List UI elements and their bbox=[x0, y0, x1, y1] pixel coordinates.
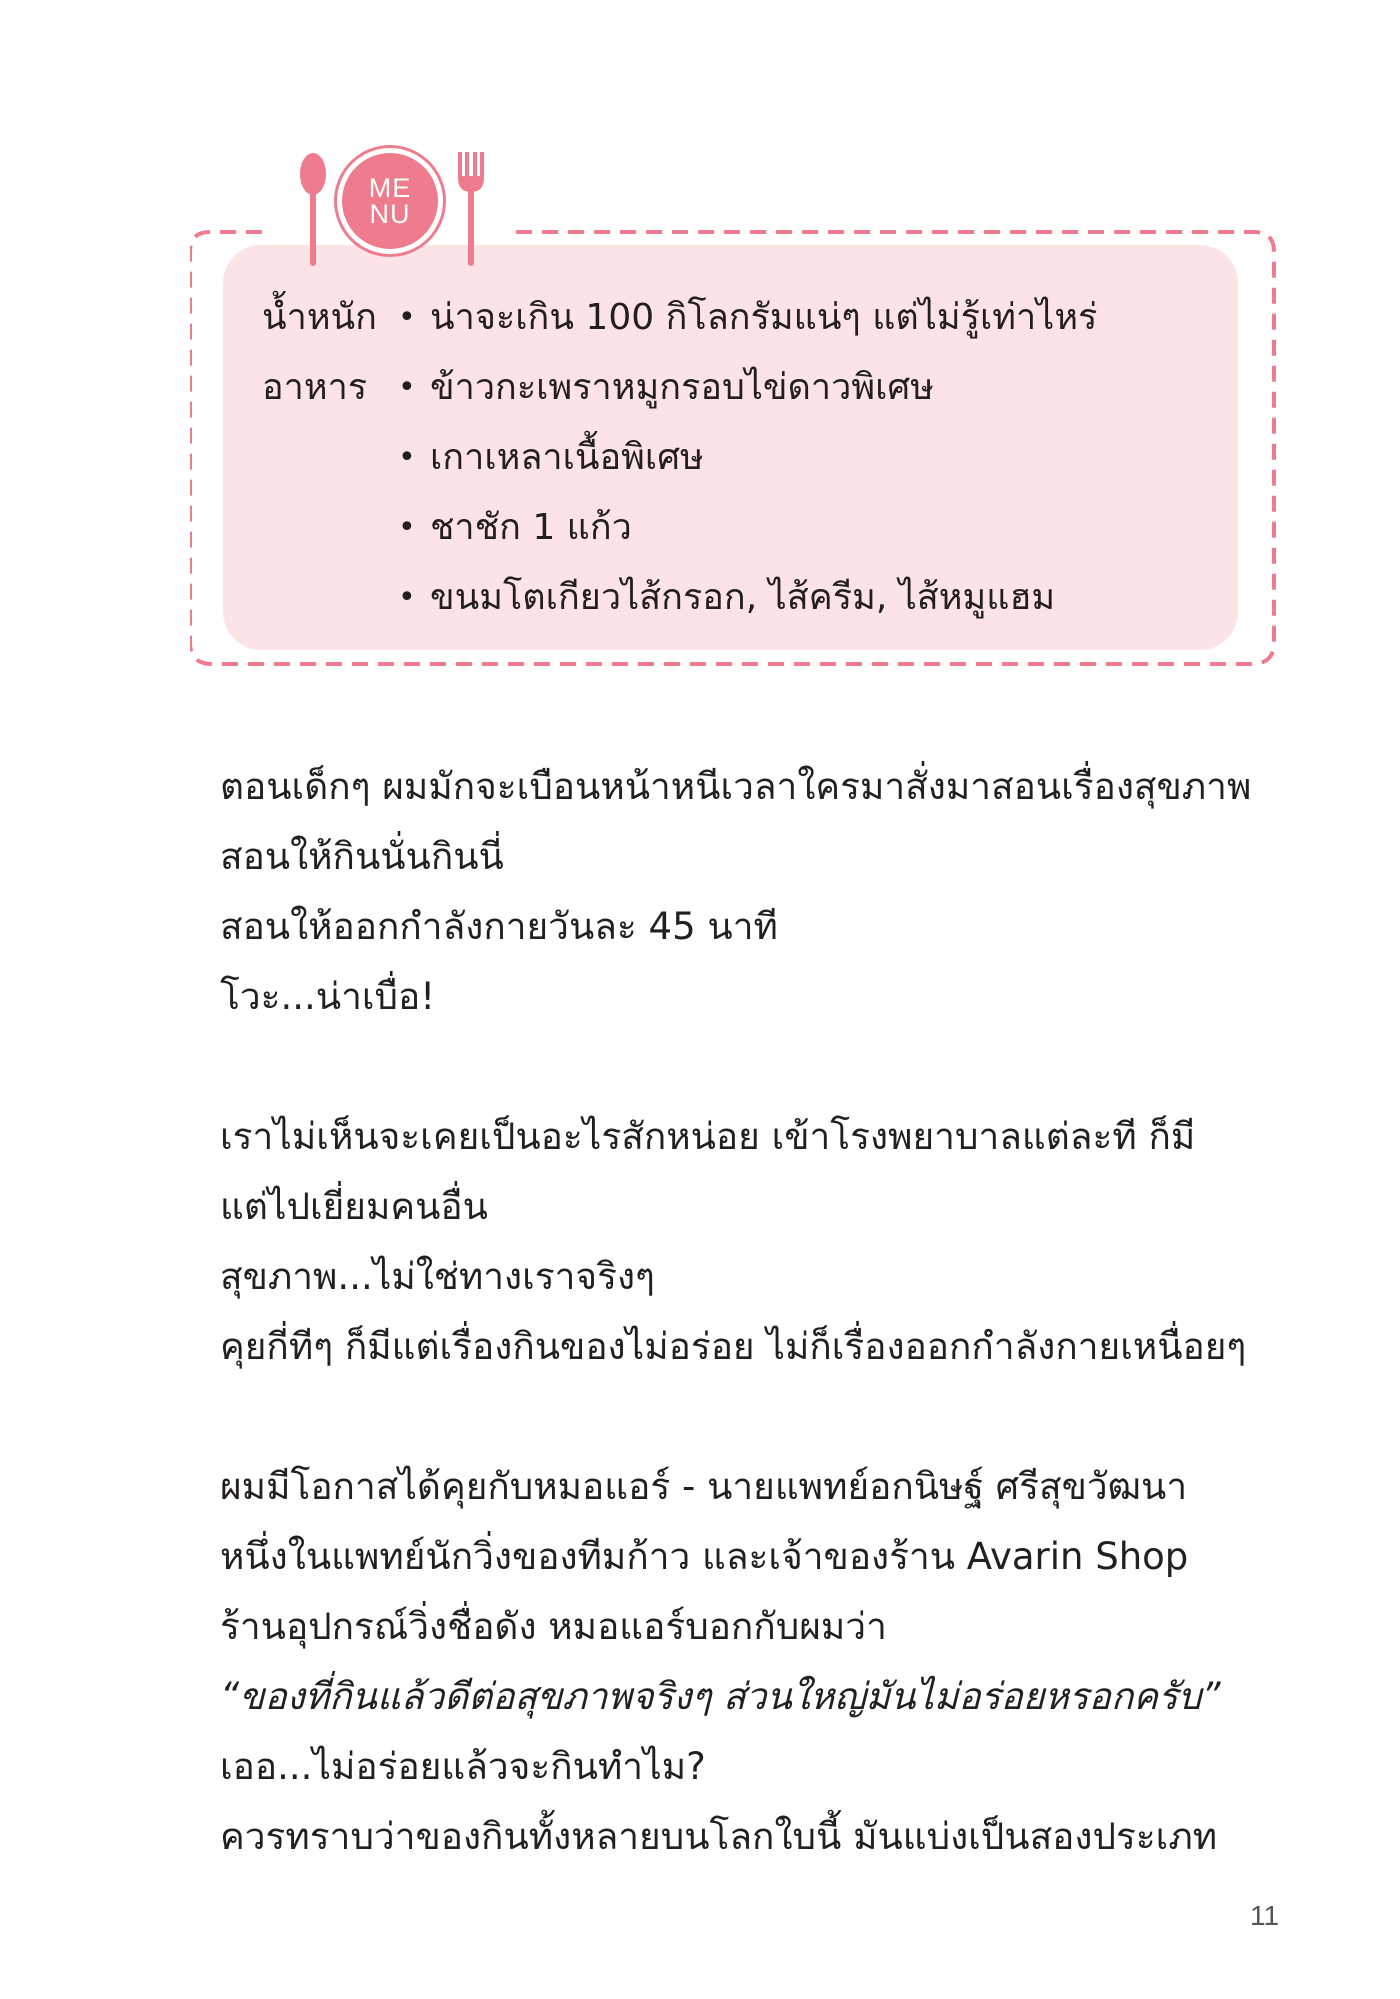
page-number: 11 bbox=[1250, 1900, 1280, 1931]
menu-badge-line2: NU bbox=[369, 199, 411, 229]
body-text bbox=[220, 752, 1252, 1942]
menu-badge bbox=[337, 148, 443, 254]
bullet-icon: • bbox=[398, 580, 416, 615]
paragraph bbox=[220, 1452, 1240, 1872]
menu-item-text: ข้าวกะเพราหมูกรอบไข่ดาวพิเศษ bbox=[430, 367, 934, 408]
text-line: แต่ไปเยี่ยมคนอื่น bbox=[220, 1185, 488, 1228]
menu-item-text: น่าจะเกิน 100 กิโลกรัมแน่ๆ แต่ไม่รู้เท่าไหร่ bbox=[430, 297, 1098, 338]
quote-line: “ของที่กินแล้วดีต่อสุขภาพจริงๆ ส่วนใหญ่มันไม่อร่อยหรอกครับ” bbox=[220, 1675, 1221, 1718]
text-line: โวะ...น่าเบื่อ! bbox=[220, 975, 436, 1018]
fork-icon bbox=[456, 152, 486, 266]
menu-label: น้ำหนัก bbox=[262, 297, 377, 338]
text-line: สอนให้ออกกำลังกายวันละ 45 นาที bbox=[220, 905, 778, 948]
bullet-icon: • bbox=[398, 440, 416, 475]
menu-item-text: เกาเหลาเนื้อพิเศษ bbox=[430, 437, 704, 478]
spoon-icon bbox=[298, 152, 328, 266]
text-line: ผมมีโอกาสได้คุยกับหมอแอร์ - นายแพทย์อกนิษฐ์ ศรีสุขวัฒนา bbox=[220, 1465, 1188, 1508]
text-line: หนึ่งในแพทย์นักวิ่งของทีมก้าว และเจ้าของร้าน Avarin Shop bbox=[220, 1535, 1189, 1578]
text-line: เราไม่เห็นจะเคยเป็นอะไรสักหน่อย เข้าโรงพยาบาลแต่ละที ก็มี bbox=[220, 1115, 1196, 1158]
bullet-icon: • bbox=[398, 300, 416, 335]
paragraph bbox=[220, 752, 1252, 1032]
bullet-icon: • bbox=[398, 510, 416, 545]
menu-item-text: ขนมโตเกียวไส้กรอก, ไส้ครีม, ไส้หมูแฮม bbox=[430, 577, 1056, 618]
text-line: สอนให้กินนั่นกินนี่ bbox=[220, 835, 504, 878]
menu-item-text: ชาชัก 1 แก้ว bbox=[430, 507, 632, 548]
text-line: ร้านอุปกรณ์วิ่งชื่อดัง หมอแอร์บอกกับผมว่า bbox=[220, 1605, 887, 1648]
text-line: สุขภาพ...ไม่ใช่ทางเราจริงๆ bbox=[220, 1255, 655, 1298]
menu-badge-line1: ME bbox=[368, 173, 412, 203]
text-line: ตอนเด็กๆ ผมมักจะเบือนหน้าหนีเวลาใครมาสั่งมาสอนเรื่องสุขภาพ bbox=[220, 765, 1252, 808]
text-line: ควรทราบว่าของกินทั้งหลายบนโลกใบนี้ มันแบ่งเป็นสองประเภท bbox=[220, 1815, 1218, 1858]
paragraph bbox=[220, 1102, 1247, 1382]
text-line: คุยกี่ทีๆ ก็มีแต่เรื่องกินของไม่อร่อย ไม่ก็เรื่องออกกำลังกายเหนื่อยๆ bbox=[220, 1325, 1247, 1368]
menu-label: อาหาร bbox=[262, 367, 368, 408]
bullet-icon: • bbox=[398, 370, 416, 405]
text-line: เออ...ไม่อร่อยแล้วจะกินทำไม? bbox=[220, 1745, 706, 1788]
